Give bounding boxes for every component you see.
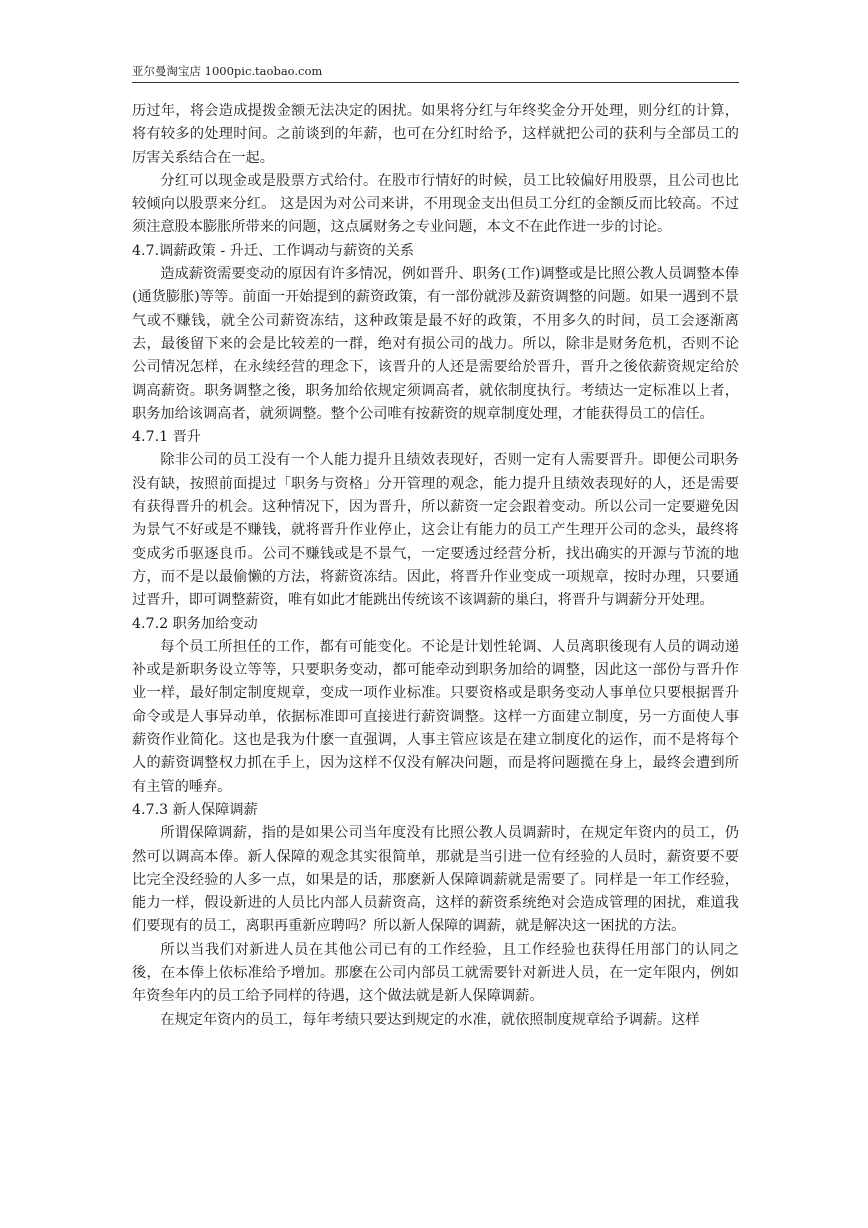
section-heading: 4.7.3 新人保障调薪	[132, 801, 258, 818]
header-text: 亚尔曼淘宝店 1000pic.taobao.com	[132, 64, 323, 78]
paragraph: 除非公司的员工没有一个人能力提升且绩效表现好，否则一定有人需要晋升。即便公司职务没有缺，按照前面提过「职务与资格」分开管理的观念，能力提升且绩效表现好的人，还是需要有获得晋升的机会。这种情况下，因为晋升，所以薪资一定会跟着变动。所以公司一定要避免因为景气不好或是不赚钱，就将晋升作业停止，这会让有能力的员工产生理开公司的念头，最终将变成劣币驱逐良币。公司不赚钱或是不景气，一定要透过经营分析，找出确实的开源与节流的地方，而不是以最偷懒的方法，将薪资冻结。因此，将晋升作业变成一项规章，按时办理，只要通过晋升，即可调整薪资，唯有如此才能跳出传统该不该调薪的巢臼，将晋升与调薪分开处理。	[132, 452, 739, 609]
paragraph: 所谓保障调薪，指的是如果公司当年度没有比照公教人员调薪时，在规定年资内的员工，仍然可以调高本俸。新人保障的观念其实很简单，那就是当引进一位有经验的人员时，薪资要不要比完全没经验的人多一点，如果是的话，那麽新人保障调薪就是需要了。同样是一年工作经验，能力一样，假设新进的人员比内部人员薪资高，这样的薪资系统绝对会造成管理的困扰，难道我们要现有的员工，离职再重新应聘吗？所以新人保障的调薪，就是解决这一困扰的方法。	[132, 825, 739, 935]
paragraph: 历过年，将会造成提拨金额无法决定的困扰。如果将分红与年终奖金分开处理，则分红的计算，将有较多的处理时间。之前谈到的年薪，也可在分红时给予，这样就把公司的获利与全部员工的厉害关系结合在一起。	[132, 103, 739, 166]
section-heading: 4.7.1 晋升	[132, 429, 201, 446]
paragraph: 在规定年资内的员工，每年考绩只要达到规定的水准，就依照制度规章给予调薪。这样	[160, 1011, 700, 1028]
document-body	[132, 100, 739, 1032]
page-header	[132, 64, 739, 83]
section-heading: 4.7.2 职务加给变动	[132, 615, 258, 632]
paragraph: 每个员工所担任的工作，都有可能变化。不论是计划性轮调、人员离职後现有人员的调动递补或是新职务设立等等，只要职务变动，都可能牵动到职务加给的调整，因此这一部份与晋升作业一样，最好制定制度规章，变成一项作业标准。只要资格或是职务变动人事单位只要根据晋升命令或是人事异动单，依据标准即可直接进行薪资调整。这样一方面建立制度，另一方面使人事薪资作业简化。这也是我为什麽一直强调，人事主管应该是在建立制度化的运作，而不是将每个人的薪资调整权力抓在手上，因为这样不仅没有解决问题，而是将问题揽在身上，最终会遭到所有主管的唾弃。	[132, 638, 739, 795]
paragraph: 所以当我们对新进人员在其他公司已有的工作经验，且工作经验也获得任用部门的认同之後，在本俸上依标准给予增加。那麽在公司内部员工就需要针对新进人员，在一定年限内，例如年资叁年内的员工给予同样的待遇，这个做法就是新人保障调薪。	[132, 941, 739, 1005]
section-heading: 4.7.调薪政策 - 升迁、工作调动与薪资的关系	[132, 242, 415, 259]
paragraph: 造成薪资需要变动的原因有许多情况，例如晋升、职务(工作)调整或是比照公教人员调整本俸(通货膨胀)等等。前面一开始提到的薪资政策，有一部份就涉及薪资调整的问题。如果一遇到不景气或不赚钱，就全公司薪资冻结，这种政策是最不好的政策，不用多久的时间，员工会逐渐离去，最後留下来的会是比较差的一群，绝对有损公司的战力。所以，除非是财务危机，否则不论公司情况怎样，在永续经营的理念下，该晋升的人还是需要给於晋升，晋升之後依薪资规定给於调高薪资。职务调整之後，职务加给依规定须调高者，就依制度执行。考绩达一定标准以上者，职务加给该调高者，就须调整。整个公司唯有按薪资的规章制度处理，才能获得员工的信任。	[132, 266, 739, 422]
paragraph: 分红可以现金或是股票方式给付。在股市行情好的时候，员工比较偏好用股票，且公司也比较倾向以股票来分红。 这是因为对公司来讲，不用现金支出但员工分红的金额反而比较高。不过须注意股本膨胀所带来的问题，这点属财务之专业问题，本文不在此作进一步的讨论。	[132, 172, 739, 236]
